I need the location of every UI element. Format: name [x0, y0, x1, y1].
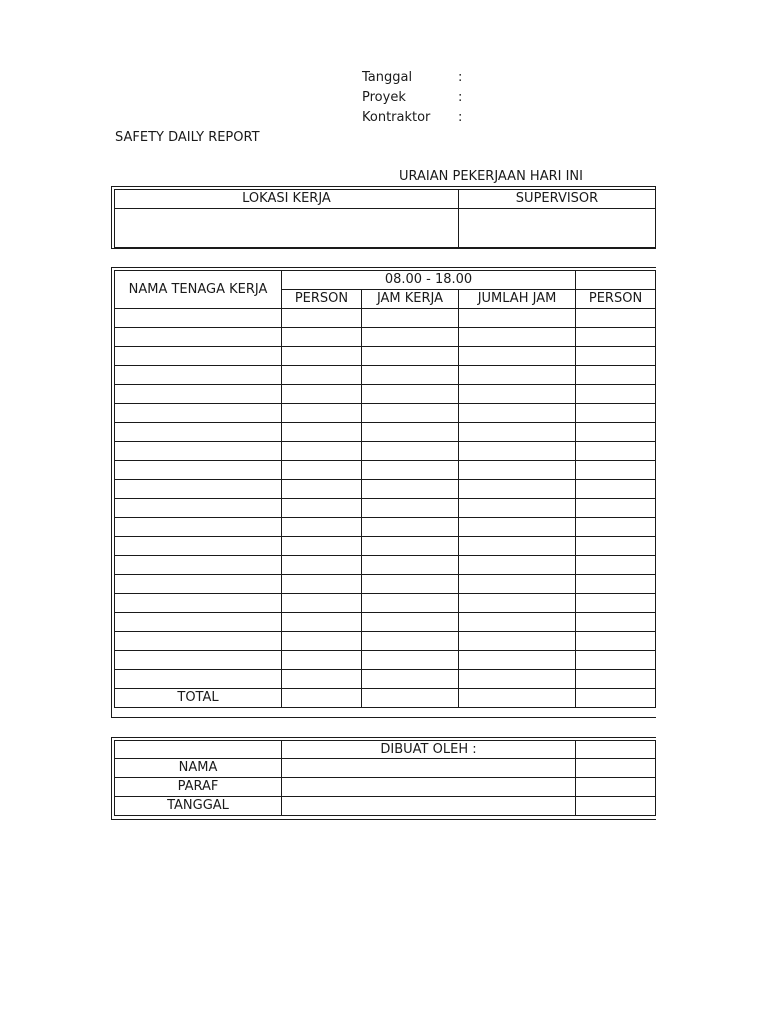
worker-cell [362, 613, 459, 632]
sign-cell [576, 778, 656, 797]
worker-cell [459, 366, 576, 385]
col-person-2: PERSON [576, 290, 656, 309]
worker-cell [576, 385, 656, 404]
worker-cell [282, 328, 362, 347]
worker-cell [115, 423, 282, 442]
worker-cell [115, 442, 282, 461]
worker-cell [459, 670, 576, 689]
col-person: PERSON [282, 290, 362, 309]
worker-cell [576, 442, 656, 461]
worker-cell [282, 385, 362, 404]
worker-cell [362, 651, 459, 670]
worker-row [115, 594, 656, 613]
worker-cell [459, 385, 576, 404]
worker-cell [282, 499, 362, 518]
field-kontraktor-sep: : [458, 110, 463, 125]
section-subtitle: URAIAN PEKERJAAN HARI INI [399, 169, 583, 184]
worker-cell [115, 499, 282, 518]
worker-cell [115, 385, 282, 404]
worker-cell [576, 537, 656, 556]
worker-cell [576, 594, 656, 613]
worker-cell [576, 461, 656, 480]
worker-row [115, 404, 656, 423]
worker-row [115, 442, 656, 461]
worker-cell [459, 309, 576, 328]
dibuat-oleh-header: DIBUAT OLEH : [282, 741, 576, 759]
worker-row [115, 537, 656, 556]
field-tanggal-sep: : [458, 70, 463, 85]
worker-cell [362, 347, 459, 366]
worker-cell [115, 461, 282, 480]
worker-cell [282, 651, 362, 670]
worker-cell [362, 518, 459, 537]
location-cell [115, 209, 459, 248]
worker-cell [576, 556, 656, 575]
total-cell [282, 689, 362, 708]
worker-row [115, 328, 656, 347]
worker-cell [576, 613, 656, 632]
worker-cell [459, 404, 576, 423]
worker-cell [282, 594, 362, 613]
worker-cell [362, 480, 459, 499]
sign-cell [282, 778, 576, 797]
worker-cell [362, 556, 459, 575]
worker-table [114, 270, 656, 708]
worker-cell [576, 423, 656, 442]
worker-row [115, 385, 656, 404]
worker-cell [576, 347, 656, 366]
sign-cell [576, 797, 656, 816]
worker-cell [282, 632, 362, 651]
worker-cell [282, 613, 362, 632]
worker-row [115, 556, 656, 575]
worker-cell [576, 309, 656, 328]
worker-cell [459, 632, 576, 651]
field-proyek-label: Proyek [362, 90, 406, 105]
total-cell [576, 689, 656, 708]
worker-row [115, 670, 656, 689]
worker-cell [115, 328, 282, 347]
worker-cell [362, 366, 459, 385]
worker-cell [282, 575, 362, 594]
worker-cell [282, 670, 362, 689]
worker-cell [459, 537, 576, 556]
worker-cell [282, 423, 362, 442]
total-cell [362, 689, 459, 708]
worker-row [115, 480, 656, 499]
col-jam-kerja: JAM KERJA [362, 290, 459, 309]
worker-cell [115, 670, 282, 689]
worker-cell [576, 518, 656, 537]
worker-cell [362, 328, 459, 347]
worker-cell [576, 480, 656, 499]
worker-row [115, 499, 656, 518]
worker-cell [576, 632, 656, 651]
sign-extra-cell [576, 741, 656, 759]
worker-cell [576, 366, 656, 385]
sign-table [114, 740, 656, 816]
worker-cell [362, 670, 459, 689]
sign-cell [576, 759, 656, 778]
worker-cell [459, 328, 576, 347]
worker-cell [282, 404, 362, 423]
worker-cell [282, 537, 362, 556]
worker-cell [459, 442, 576, 461]
worker-cell [362, 537, 459, 556]
worker-cell [459, 556, 576, 575]
total-cell [459, 689, 576, 708]
worker-cell [576, 670, 656, 689]
worker-name-header: NAMA TENAGA KERJA [115, 271, 282, 309]
worker-row [115, 651, 656, 670]
worker-cell [115, 575, 282, 594]
worker-cell [459, 594, 576, 613]
field-tanggal-label: Tanggal [362, 70, 413, 85]
report-title: SAFETY DAILY REPORT [115, 130, 260, 145]
shift-header: 08.00 - 18.00 [282, 271, 576, 290]
worker-cell [459, 461, 576, 480]
worker-cell [459, 651, 576, 670]
worker-cell [282, 518, 362, 537]
worker-cell [362, 594, 459, 613]
worker-cell [115, 594, 282, 613]
col-jumlah-jam: JUMLAH JAM [459, 290, 576, 309]
worker-cell [282, 442, 362, 461]
worker-cell [115, 556, 282, 575]
worker-cell [115, 366, 282, 385]
worker-row [115, 632, 656, 651]
supervisor-cell [459, 209, 656, 248]
total-label: TOTAL [115, 689, 282, 708]
worker-cell [362, 461, 459, 480]
worker-cell [576, 404, 656, 423]
worker-row [115, 613, 656, 632]
location-table [114, 189, 656, 248]
supervisor-header: SUPERVISOR [459, 190, 656, 209]
worker-cell [459, 347, 576, 366]
worker-cell [115, 651, 282, 670]
worker-cell [459, 423, 576, 442]
worker-cell [362, 632, 459, 651]
worker-cell [282, 309, 362, 328]
worker-cell [362, 423, 459, 442]
worker-cell [576, 499, 656, 518]
worker-cell [362, 575, 459, 594]
worker-cell [362, 442, 459, 461]
worker-cell [576, 575, 656, 594]
field-kontraktor-label: Kontraktor [362, 110, 431, 125]
field-proyek-sep: : [458, 90, 463, 105]
worker-cell [576, 651, 656, 670]
shift-extra-cell [576, 271, 656, 290]
worker-row [115, 347, 656, 366]
worker-cell [459, 613, 576, 632]
worker-cell [362, 385, 459, 404]
location-header: LOKASI KERJA [115, 190, 459, 209]
worker-cell [115, 613, 282, 632]
worker-cell [115, 480, 282, 499]
worker-cell [282, 347, 362, 366]
worker-cell [282, 366, 362, 385]
worker-row [115, 309, 656, 328]
worker-cell [362, 404, 459, 423]
worker-cell [459, 518, 576, 537]
worker-cell [459, 575, 576, 594]
sign-corner-cell [115, 741, 282, 759]
worker-row [115, 366, 656, 385]
sign-cell [282, 759, 576, 778]
worker-row [115, 518, 656, 537]
worker-cell [115, 309, 282, 328]
worker-cell [282, 480, 362, 499]
worker-cell [115, 632, 282, 651]
worker-cell [115, 537, 282, 556]
worker-cell [459, 480, 576, 499]
sign-row-tanggal: TANGGAL [115, 797, 282, 816]
sign-row-nama: NAMA [115, 759, 282, 778]
worker-cell [282, 461, 362, 480]
worker-cell [576, 328, 656, 347]
worker-cell [115, 404, 282, 423]
worker-cell [115, 347, 282, 366]
worker-cell [362, 309, 459, 328]
worker-row [115, 461, 656, 480]
sign-row-paraf: PARAF [115, 778, 282, 797]
worker-cell [115, 518, 282, 537]
sign-cell [282, 797, 576, 816]
worker-cell [459, 499, 576, 518]
worker-cell [282, 556, 362, 575]
worker-row [115, 575, 656, 594]
worker-cell [362, 499, 459, 518]
worker-row [115, 423, 656, 442]
